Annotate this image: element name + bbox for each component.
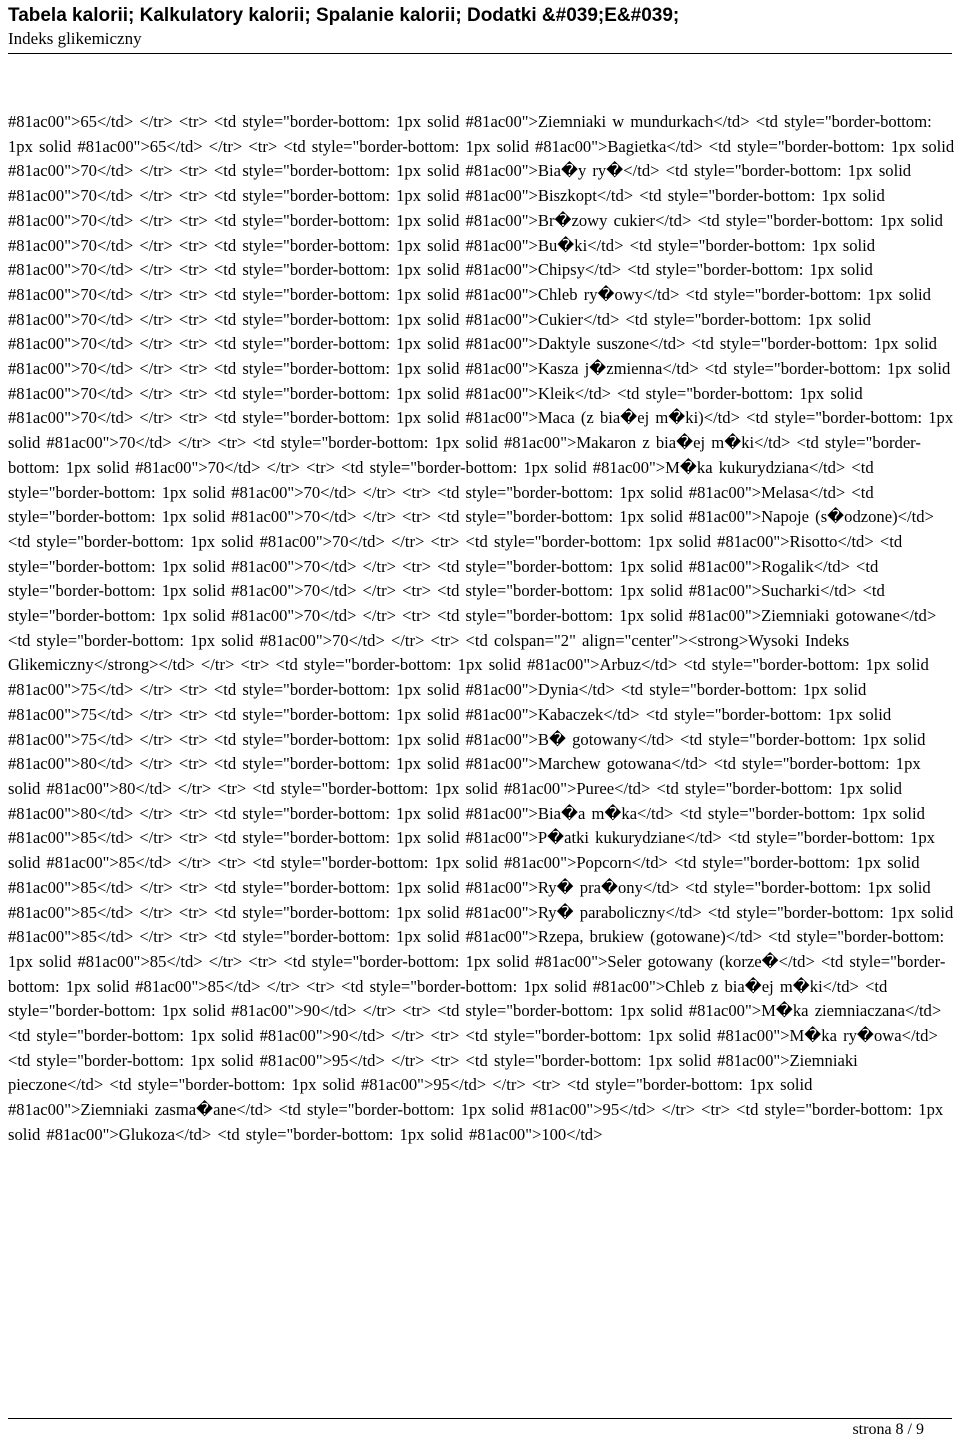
page-number: strona 8 / 9 xyxy=(852,1421,924,1438)
document-body-text: #81ac00">65</td> </tr> <tr> <td style="border-bottom: 1px solid #81ac00">Ziemniaki w mundurkach</td> <td style="border-bottom: 1px solid #81ac00">65</td> </tr> <tr> <td style="border-bottom: 1px solid #81ac00">Bagietka</td> <td style="border-bottom: 1px solid #81ac00">70</td> </tr> <tr> <td style="border-bottom: 1px solid #81ac00">Bia�y ry�</td> <td style="border-bottom: 1px solid #81ac00">70</td> </tr> <tr> <td style="border-bottom: 1px solid #81ac00">Biszkopt</td> <td style="border-bottom: 1px solid #81ac00">70</td> </tr> <tr> <td style="border-bottom: 1px solid #81ac00">Br�zowy cukier</td> <td style="border-bottom: 1px solid #81ac00">70</td> </tr> <tr> <td style="border-bottom: 1px solid #81ac00">Bu�ki</td> <td style="border-bottom: 1px solid #81ac00">70</td> </tr> <tr> <td style="border-bottom: 1px solid #81ac00">Chipsy</td> <td style="border-bottom: 1px solid #81ac00">70</td> </tr> <tr> <td style="border-bottom: 1px solid #81ac00">Chleb ry�owy</td> <td style="border-bottom: 1px solid #81ac00">70</td> </tr> <tr> <td style="border-bottom: 1px solid #81ac00">Cukier</td> <td style="border-bottom: 1px solid #81ac00">70</td> </tr> <tr> <td style="border-bottom: 1px solid #81ac00">Daktyle suszone</td> <td style="border-bottom: 1px solid #81ac00">70</td> </tr> <tr> <td style="border-bottom: 1px solid #81ac00">Kasza j�zmienna</td> <td style="border-bottom: 1px solid #81ac00">70</td> </tr> <tr> <td style="border-bottom: 1px solid #81ac00">Kleik</td> <td style="border-bottom: 1px solid #81ac00">70</td> </tr> <tr> <td style="border-bottom: 1px solid #81ac00">Maca (z bia�ej m�ki)</td> <td style="border-bottom: 1px solid #81ac00">70</td> </tr> <tr> <td style="border-bottom: 1px solid #81ac00">Makaron z bia�ej m�ki</td> <td style="border-bottom: 1px solid #81ac00">70</td> </tr> <tr> <td style="border-bottom: 1px solid #81ac00">M�ka kukurydziana</td> <td style="border-bottom: 1px solid #81ac00">70</td> </tr> <tr> <td style="border-bottom: 1px solid #81ac00">Melasa</td> <td style="border-bottom: 1px solid #81ac00">70</td> </tr> <tr> <td style="border-bottom: 1px solid #81ac00">Napoje (s�odzone)</td> <td style="border-bottom: 1px solid #81ac00">70</td> </tr> <tr> <td style="border-bottom: 1px solid #81ac00">Risotto</td> <td style="border-bottom: 1px solid #81ac00">70</td> </tr> <tr> <td style="border-bottom: 1px solid #81ac00">Rogalik</td> <td style="border-bottom: 1px solid #81ac00">70</td> </tr> <tr> <td style="border-bottom: 1px solid #81ac00">Sucharki</td> <td style="border-bottom: 1px solid #81ac00">70</td> </tr> <tr> <td style="border-bottom: 1px solid #81ac00">Ziemniaki gotowane</td> <td style="border-bottom: 1px solid #81ac00">70</td> </tr> <tr> <td colspan="2" align="center"><strong>Wysoki Indeks Glikemiczny</strong></td> </tr> <tr> <td style="border-bottom: 1px solid #81ac00">Arbuz</td> <td style="border-bottom: 1px solid #81ac00">75</td> </tr> <tr> <td style="border-bottom: 1px solid #81ac00">Dynia</td> <td style="border-bottom: 1px solid #81ac00">75</td> </tr> <tr> <td style="border-bottom: 1px solid #81ac00">Kabaczek</td> <td style="border-bottom: 1px solid #81ac00">75</td> </tr> <tr> <td style="border-bottom: 1px solid #81ac00">B� gotowany</td> <td style="border-bottom: 1px solid #81ac00">80</td> </tr> <tr> <td style="border-bottom: 1px solid #81ac00">Marchew gotowana</td> <td style="border-bottom: 1px solid #81ac00">80</td> </tr> <tr> <td style="border-bottom: 1px solid #81ac00">Puree</td> <td style="border-bottom: 1px solid #81ac00">80</td> </tr> <tr> <td style="border-bottom: 1px solid #81ac00">Bia�a m�ka</td> <td style="border-bottom: 1px solid #81ac00">85</td> </tr> <tr> <td style="border-bottom: 1px solid #81ac00">P�atki kukurydziane</td> <td style="border-bottom: 1px solid #81ac00">85</td> </tr> <tr> <td style="border-bottom: 1px solid #81ac00">Popcorn</td> <td style="border-bottom: 1px solid #81ac00">85</td> </tr> <tr> <td style="border-bottom: 1px solid #81ac00">Ry� pra�ony</td> <td style="border-bottom: 1px solid #81ac00">85</td> </tr> <tr> <td style="border-bottom: 1px solid #81ac00">Ry� paraboliczny</td> <td style="border-bottom: 1px solid #81ac00">85</td> </tr> <tr> <td style="border-bottom: 1px solid #81ac00">Rzepa, brukiew (gotowane)</td> <td style="border-bottom: 1px solid #81ac00">85</td> </tr> <tr> <td style="border-bottom: 1px solid #81ac00">Seler gotowany (korze�</td> <td style="border-bottom: 1px solid #81ac00">85</td> </tr> <tr> <td style="border-bottom: 1px solid #81ac00">Chleb z bia�ej m�ki</td> <td style="border-bottom: 1px solid #81ac00">90</td> </tr> <tr> <td style="border-bottom: 1px solid #81ac00">M�ka ziemniaczana</td> <td style="border-bottom: 1px solid #81ac00">90</td> </tr> <tr> <td style="border-bottom: 1px solid #81ac00">M�ka ry�owa</td> <td style="border-bottom: 1px solid #81ac00">95</td> </tr> <tr> <td style="border-bottom: 1px solid #81ac00">Ziemniaki pieczone</td> <td style="border-bottom: 1px solid #81ac00">95</td> </tr> <tr> <td style="border-bottom: 1px solid #81ac00">Ziemniaki zasma�ane</td> <td style="border-bottom: 1px solid #81ac00">95</td> </tr> <tr> <td style="border-bottom: 1px solid #81ac00">Glukoza</td> <td style="border-bottom: 1px solid #81ac00">100</td> xyxy=(8,112,955,1144)
header-divider xyxy=(8,53,952,54)
document-subtitle: Indeks glikemiczny xyxy=(8,29,142,48)
document-title: Tabela kalorii; Kalkulatory kalorii; Spalanie kalorii; Dodatki &#039;E&#039; xyxy=(8,5,680,26)
footer-divider xyxy=(8,1418,952,1419)
page-header xyxy=(8,4,952,50)
